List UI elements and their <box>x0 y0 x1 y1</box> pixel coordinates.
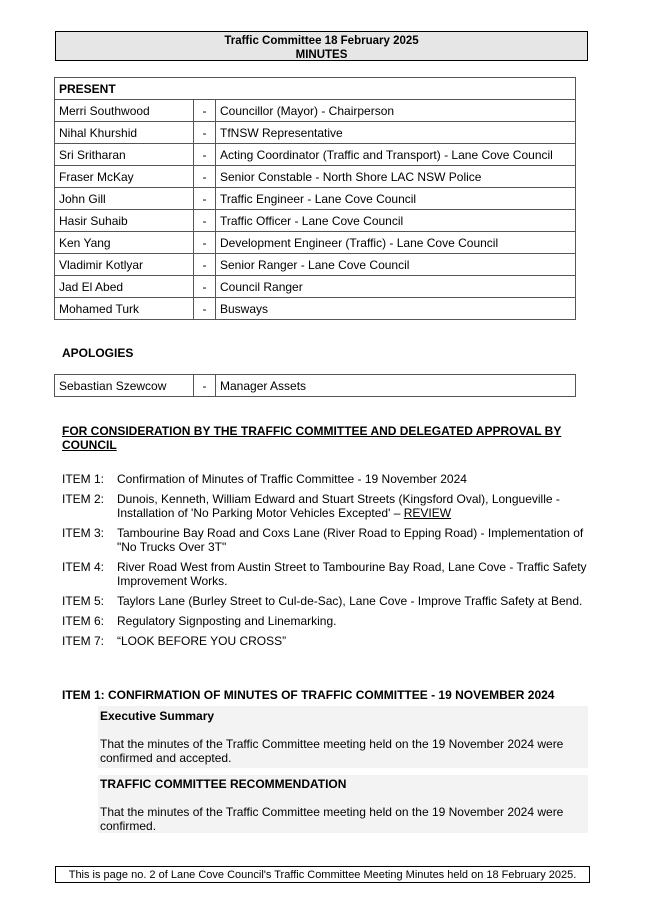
item-text: Regulatory Signposting and Linemarking. <box>117 614 337 628</box>
recommendation-heading: TRAFFIC COMMITTEE RECOMMENDATION <box>100 777 347 791</box>
apologies-heading: APOLOGIES <box>62 346 134 360</box>
item-text: “LOOK BEFORE YOU CROSS” <box>117 634 287 648</box>
consideration-heading-line2: COUNCIL <box>62 438 117 452</box>
table-row <box>55 298 576 320</box>
attendee-role: Development Engineer (Traffic) - Lane Cove Council <box>216 232 576 254</box>
recommendation-text: That the minutes of the Traffic Committee meeting held on the 19 November 2024 were confirmed. <box>100 805 564 833</box>
item-text: Confirmation of Minutes of Traffic Committee - 19 November 2024 <box>117 472 467 486</box>
item-number: ITEM 7: <box>62 634 105 648</box>
attendee-name: Hasir Suhaib <box>55 210 194 232</box>
header-subtitle: MINUTES <box>295 49 348 61</box>
present-table <box>54 77 576 320</box>
apology-name: Sebastian Szewcow <box>55 375 194 397</box>
table-row <box>55 375 576 397</box>
list-item <box>62 634 592 648</box>
item-text: Dunois, Kenneth, William Edward and Stuart Streets (Kingsford Oval), Longueville - Installation of 'No Parking Motor Vehicles Excepted' – <box>117 492 560 520</box>
executive-summary-block <box>98 706 588 768</box>
separator: - <box>194 122 216 144</box>
item-text: Taylors Lane (Burley Street to Cul-de-Sac), Lane Cove - Improve Traffic Safety at Bend. <box>117 594 583 608</box>
attendee-role: Senior Constable - North Shore LAC NSW Police <box>216 166 576 188</box>
attendee-name: Jad El Abed <box>55 276 194 298</box>
separator: - <box>194 188 216 210</box>
attendee-name: Merri Southwood <box>55 100 194 122</box>
attendee-name: Nihal Khurshid <box>55 122 194 144</box>
item-number: ITEM 6: <box>62 614 105 628</box>
item-number: ITEM 2: <box>62 492 105 506</box>
separator: - <box>194 254 216 276</box>
list-item <box>62 614 592 628</box>
executive-summary-text: That the minutes of the Traffic Committee meeting held on the 19 November 2024 were confirmed and accepted. <box>100 737 564 765</box>
separator: - <box>194 375 216 397</box>
table-row <box>55 276 576 298</box>
item-text-wrapper <box>117 492 592 520</box>
apologies-table <box>54 374 576 397</box>
table-row <box>55 232 576 254</box>
list-item <box>62 560 592 588</box>
separator: - <box>194 210 216 232</box>
table-row <box>55 188 576 210</box>
attendee-role: Busways <box>216 298 576 320</box>
list-item <box>62 472 592 486</box>
apology-role: Manager Assets <box>216 375 576 397</box>
table-row <box>55 210 576 232</box>
attendee-role: Senior Ranger - Lane Cove Council <box>216 254 576 276</box>
attendee-name: Ken Yang <box>55 232 194 254</box>
table-row <box>55 144 576 166</box>
item-number: ITEM 4: <box>62 560 105 574</box>
separator: - <box>194 166 216 188</box>
item-text: River Road West from Austin Street to Tambourine Bay Road, Lane Cove - Traffic Safety Improvement Works. <box>117 560 587 588</box>
attendee-role: Council Ranger <box>216 276 576 298</box>
attendee-role: Traffic Engineer - Lane Cove Council <box>216 188 576 210</box>
recommendation-block <box>98 775 588 833</box>
consideration-heading-line1: FOR CONSIDERATION BY THE TRAFFIC COMMITTEE AND DELEGATED APPROVAL BY <box>62 424 562 438</box>
list-item <box>62 594 592 608</box>
header-title: Traffic Committee 18 February 2025 <box>224 35 419 47</box>
table-row <box>55 166 576 188</box>
table-row <box>55 122 576 144</box>
attendee-name: Fraser McKay <box>55 166 194 188</box>
attendee-role: TfNSW Representative <box>216 122 576 144</box>
item-review-tag: REVIEW <box>403 506 452 520</box>
consideration-heading <box>62 424 592 452</box>
item-text: Tambourine Bay Road and Coxs Lane (River Road to Epping Road) - Implementation of "No Trucks Over 3T" <box>117 526 584 554</box>
attendee-name: John Gill <box>55 188 194 210</box>
present-heading: PRESENT <box>55 78 576 100</box>
separator: - <box>194 276 216 298</box>
attendee-name: Sri Sritharan <box>55 144 194 166</box>
list-item <box>62 526 592 554</box>
table-row <box>55 100 576 122</box>
agenda-items <box>62 472 592 654</box>
attendee-name: Mohamed Turk <box>55 298 194 320</box>
document-header <box>55 31 588 61</box>
item-number: ITEM 1: <box>62 472 105 486</box>
separator: - <box>194 144 216 166</box>
attendee-role: Acting Coordinator (Traffic and Transport) - Lane Cove Council <box>216 144 576 166</box>
separator: - <box>194 298 216 320</box>
separator: - <box>194 100 216 122</box>
separator: - <box>194 232 216 254</box>
attendee-role: Traffic Officer - Lane Cove Council <box>216 210 576 232</box>
attendee-role: Councillor (Mayor) - Chairperson <box>216 100 576 122</box>
item1-heading: ITEM 1: CONFIRMATION OF MINUTES OF TRAFFIC COMMITTEE - 19 NOVEMBER 2024 <box>62 688 555 702</box>
attendee-name: Vladimir Kotlyar <box>55 254 194 276</box>
executive-summary-heading: Executive Summary <box>100 709 215 723</box>
list-item <box>62 492 592 520</box>
item-number: ITEM 5: <box>62 594 105 608</box>
table-row <box>55 254 576 276</box>
item-number: ITEM 3: <box>62 526 105 540</box>
page-footer: This is page no. 2 of Lane Cove Council's Traffic Committee Meeting Minutes held on 18 February 2025. <box>55 866 590 883</box>
